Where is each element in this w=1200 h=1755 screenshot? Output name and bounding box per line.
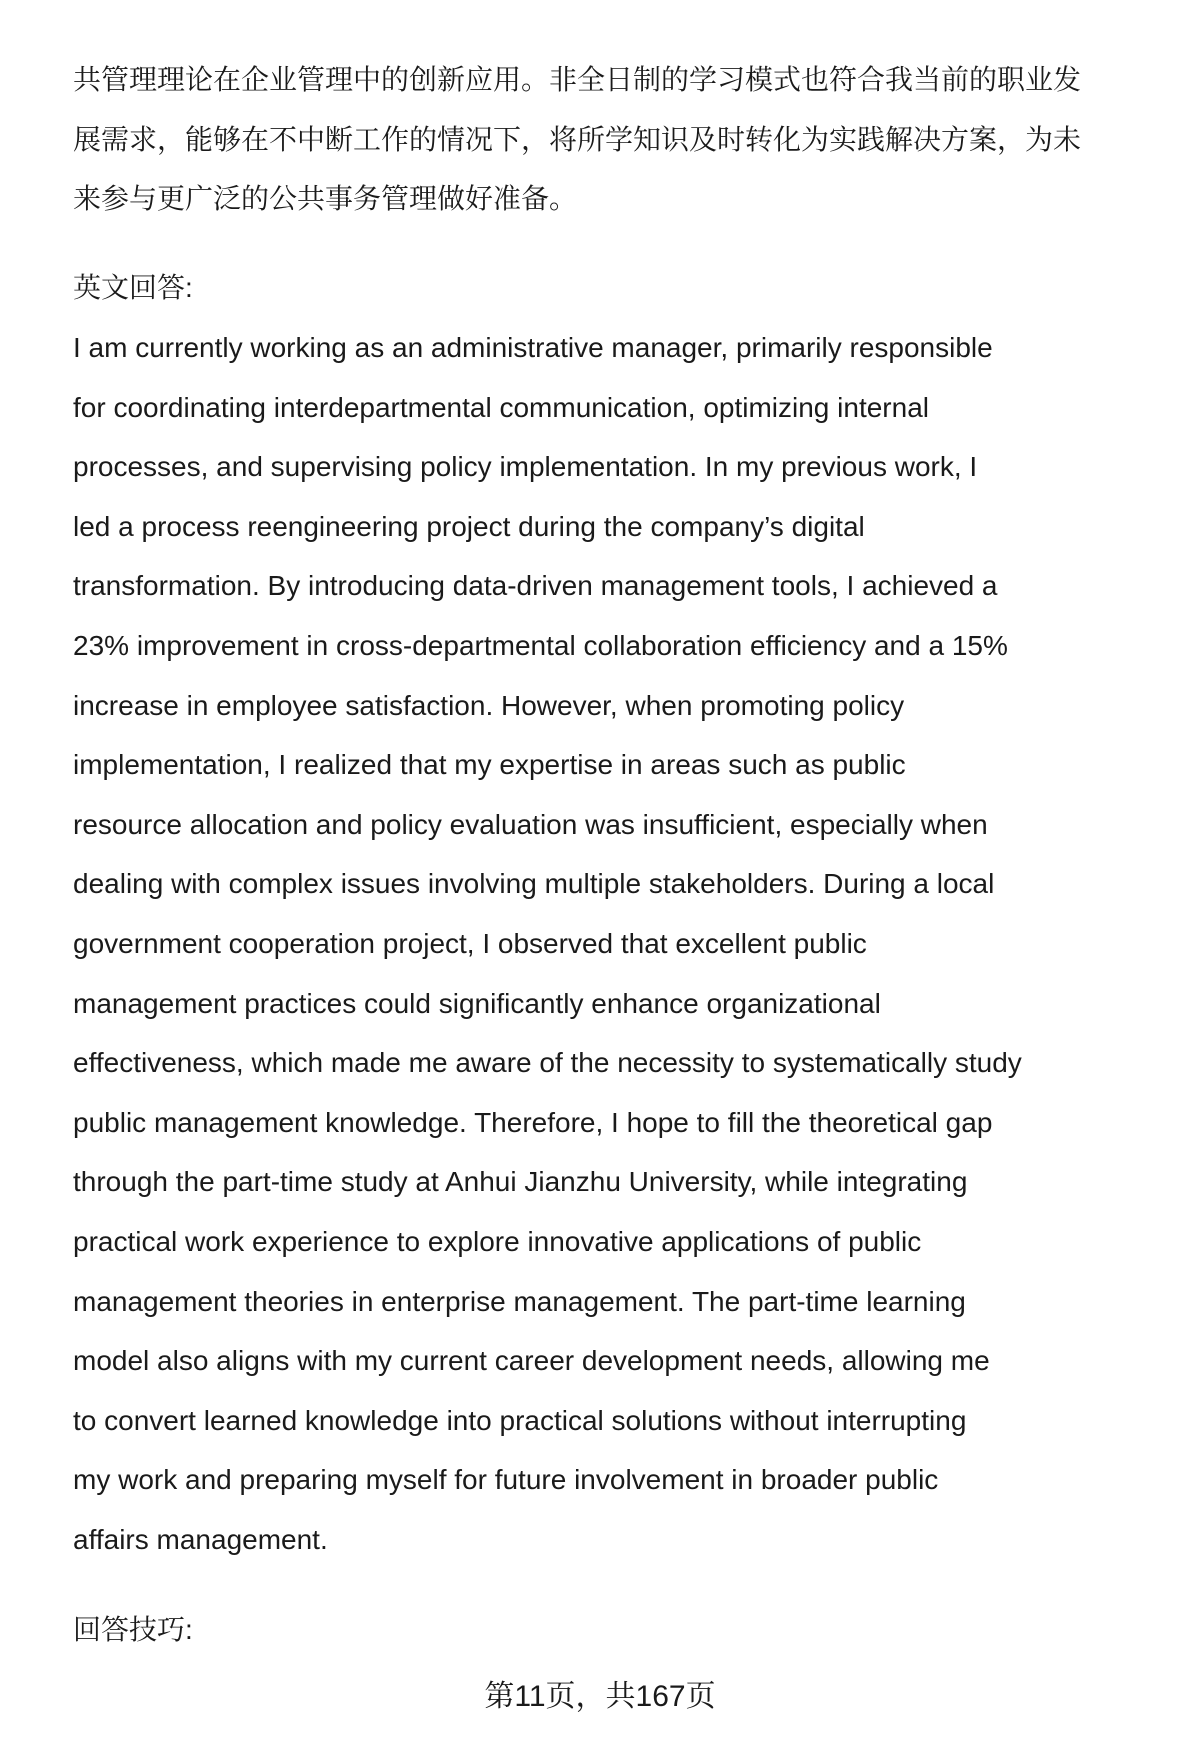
- english-text-line: 23% improvement in cross-departmental collaboration efficiency and a 15%: [73, 630, 1008, 661]
- english-text-line: public management knowledge. Therefore, I hope to fill the theoretical gap: [73, 1106, 993, 1138]
- english-text-line: implementation, I realized that my expertise in areas such as public: [73, 749, 906, 781]
- english-text-line: to convert learned knowledge into practical solutions without interrupting: [73, 1404, 967, 1436]
- english-text-line: I am currently working as an administrative manager, primarily responsible: [73, 332, 993, 363]
- english-text-line: management theories in enterprise management. The part-time learning: [73, 1285, 966, 1317]
- chinese-text-line: 共管理理论在企业管理中的创新应用。非全日制的学习模式也符合我当前的职业发: [73, 64, 1082, 95]
- english-text-line: resource allocation and policy evaluation was insufficient, especially when: [73, 808, 988, 840]
- english-text-line: management practices could significantly enhance organizational: [73, 987, 881, 1019]
- english-text-line: through the part-time study at Anhui Jianzhu University, while integrating: [73, 1166, 968, 1198]
- english-text-line: led a process reengineering project during the company’s digital: [73, 510, 865, 542]
- chinese-text-line: 来参与更广泛的公共事务管理做好准备。: [73, 183, 578, 215]
- english-text-line: model also aligns with my current career development needs, allowing me: [73, 1345, 990, 1377]
- chinese-text-line: 展需求，能够在不中断工作的情况下，将所学知识及时转化为实践解决方案，为未: [73, 123, 1082, 155]
- english-text-line: dealing with complex issues involving multiple stakeholders. During a local: [73, 868, 995, 900]
- english-text-line: my work and preparing myself for future involvement in broader public: [73, 1464, 939, 1496]
- english-text-line: increase in employee satisfaction. However, when promoting policy: [73, 689, 905, 721]
- english-text-line: processes, and supervising policy implementation. In my previous work, I: [73, 451, 978, 483]
- english-text-line: effectiveness, which made me aware of the necessity to systematically study: [73, 1047, 1022, 1079]
- english-answer-heading: 英文回答:: [73, 272, 193, 303]
- english-text-line: for coordinating interdepartmental communication, optimizing internal: [73, 391, 929, 423]
- english-text-line: transformation. By introducing data-driven management tools, I achieved a: [73, 570, 998, 602]
- english-text-line: practical work experience to explore innovative applications of public: [73, 1226, 922, 1257]
- page-number-footer: 第11页，共167页: [484, 1680, 716, 1713]
- answer-tips-heading: 回答技巧:: [73, 1614, 193, 1645]
- english-text-line: government cooperation project, I observed that excellent public: [73, 928, 867, 959]
- english-text-line: affairs management.: [73, 1524, 328, 1555]
